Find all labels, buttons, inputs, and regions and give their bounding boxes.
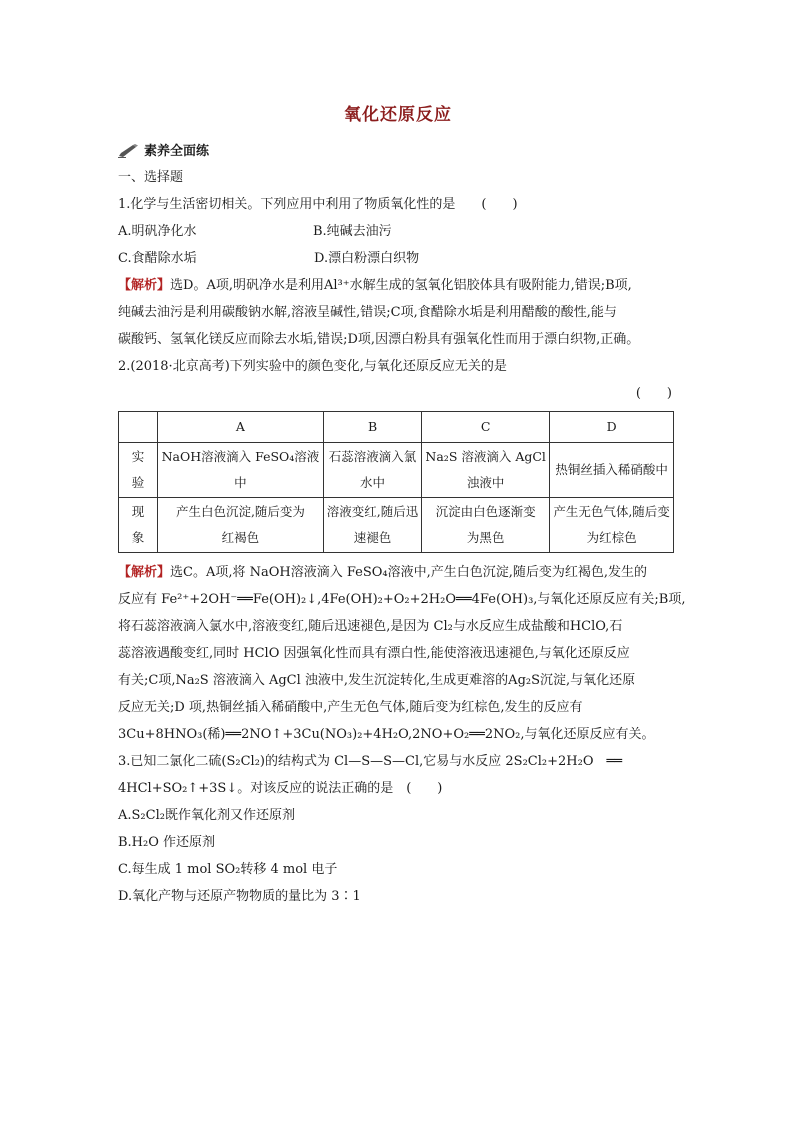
cell-line: 热铜丝插入稀硝酸中 — [555, 462, 668, 477]
cell-line: 中 — [234, 475, 247, 490]
question-1-options-row-1 — [118, 218, 678, 245]
cell-line: 红褐色 — [221, 530, 260, 545]
table-header-row — [119, 412, 674, 443]
question-3-stem: 3.已知二氯化二硫(S₂Cl₂)的结构式为 Cl—S—S—Cl,它易与水反应 2S₂Cl₂+2H₂O ══ — [118, 754, 623, 769]
cell-line: NaOH溶液滴入 FeSO₄溶液 — [161, 449, 320, 464]
analysis-line: 反应有 Fe²⁺+2OH⁻══Fe(OH)₂↓,4Fe(OH)₂+O₂+2H₂O══4Fe(OH)₃,与氧化还原反应有关;B项, — [118, 592, 686, 607]
table-row-label — [119, 443, 158, 498]
document-page — [118, 100, 686, 910]
cell-line: 溶液变红,随后迅 — [326, 504, 419, 519]
question-3-option-b: B.H₂O 作还原剂 — [118, 835, 216, 850]
section-heading: 一、选择题 — [118, 170, 184, 185]
pencil-icon — [118, 144, 140, 158]
analysis-line — [118, 272, 678, 299]
table-header-cell: B — [323, 412, 421, 443]
table-cell — [422, 498, 550, 553]
table-header-cell: C — [422, 412, 550, 443]
analysis-line: 蕊溶液遇酸变红,同时 HClO 因强氧化性而具有漂白性,能使溶液迅速褪色,与氧化还原反应 — [118, 646, 630, 661]
question-1-option-c: C.食醋除水垢 — [118, 251, 197, 266]
question-3-option-d: D.氧化产物与还原产物物质的量比为 3∶1 — [118, 889, 361, 904]
cell-line: 沉淀由白色逐渐变 — [435, 504, 536, 519]
question-1-options-row-2 — [118, 245, 678, 272]
answer-parentheses: ( ) — [635, 386, 672, 401]
experiment-table — [118, 411, 674, 553]
analysis-tag: 【解析】 — [118, 278, 171, 293]
table-cell — [158, 498, 324, 553]
analysis-line: 3Cu+8HNO₃(稀)══2NO↑+3Cu(NO₃)₂+4H₂O,2NO+O₂══2NO₂,与氧化还原反应有关。 — [118, 727, 655, 742]
page-title: 氧化还原反应 — [344, 105, 452, 125]
table-header-cell: D — [550, 412, 674, 443]
analysis-text: 选C。A项,将 NaOH溶液滴入 FeSO₄溶液中,产生白色沉淀,随后变为红褐色,发生的 — [170, 565, 648, 580]
table-cell — [323, 498, 421, 553]
analysis-text: 选D。A项,明矾净水是利用Al³⁺水解生成的氢氧化铝胶体具有吸附能力,错误;B项, — [170, 278, 632, 293]
table-row-phenomenon — [119, 498, 674, 553]
analysis-line: 反应无关;D 项,热铜丝插入稀硝酸中,产生无色气体,随后变为红棕色,发生的反应有 — [118, 700, 583, 715]
analysis-line: 纯碱去油污是利用碳酸钠水解,溶液呈碱性,错误;C项,食醋除水垢是利用醋酸的酸性,能与 — [118, 305, 617, 320]
table-cell — [550, 498, 674, 553]
question-1-analysis — [118, 272, 678, 353]
label-char: 现 — [131, 504, 145, 519]
label-char: 象 — [131, 530, 145, 545]
question-1-stem: 1.化学与生活密切相关。下列应用中利用了物质氧化性的是 ( ) — [118, 197, 518, 212]
label-char: 实 — [131, 449, 145, 464]
cell-line: 为红棕色 — [586, 530, 637, 545]
section-banner-label: 素养全面练 — [144, 143, 210, 159]
table-cell — [422, 443, 550, 498]
table-row-experiment — [119, 443, 674, 498]
analysis-line — [118, 559, 678, 586]
analysis-tag: 【解析】 — [118, 565, 171, 580]
cell-line: 水中 — [360, 475, 386, 490]
question-3-option-c: C.每生成 1 mol SO₂转移 4 mol 电子 — [118, 862, 338, 877]
cell-line: 浊液中 — [466, 475, 505, 490]
cell-line: 石蕊溶液滴入氯 — [328, 449, 417, 464]
question-3-option-a: A.S₂Cl₂既作氧化剂又作还原剂 — [118, 808, 295, 823]
question-3-stem-cont: 4HCl+SO₂↑+3S↓。对该反应的说法正确的是 ( ) — [118, 781, 443, 796]
analysis-line: 有关;C项,Na₂S 溶液滴入 AgCl 浊液中,发生沉淀转化,生成更难溶的Ag₂S沉淀,与氧化还原 — [118, 673, 636, 688]
cell-line: 为黑色 — [466, 530, 505, 545]
analysis-line: 将石蕊溶液滴入氯水中,溶液变红,随后迅速褪色,是因为 Cl₂与水反应生成盐酸和HClO,石 — [118, 619, 623, 634]
label-char: 验 — [131, 475, 145, 490]
section-banner — [118, 138, 678, 164]
table-row-label — [119, 498, 158, 553]
table-cell — [323, 443, 421, 498]
table-header-cell: A — [158, 412, 324, 443]
cell-line: 产生白色沉淀,随后变为 — [175, 504, 305, 519]
table-cell — [158, 443, 324, 498]
question-1-option-a: A.明矾净化水 — [118, 224, 197, 239]
question-2-stem: 2.(2018·北京高考)下列实验中的颜色变化,与氧化还原反应无关的是 — [118, 359, 507, 374]
question-1-option-d: D.漂白粉漂白织物 — [314, 251, 420, 266]
cell-line: 产生无色气体,随后变 — [553, 504, 670, 519]
analysis-line: 碳酸钙、氢氧化镁反应而除去水垢,错误;D项,因漂白粉具有强氧化性而用于漂白织物,正确。 — [118, 332, 640, 347]
cell-line: 速褪色 — [353, 530, 392, 545]
cell-line: Na₂S 溶液滴入 AgCl — [425, 449, 546, 464]
table-cell — [550, 443, 674, 498]
question-1-option-b: B.纯碱去油污 — [313, 224, 392, 239]
question-2-analysis — [118, 559, 686, 748]
table-header-cell — [119, 412, 158, 443]
